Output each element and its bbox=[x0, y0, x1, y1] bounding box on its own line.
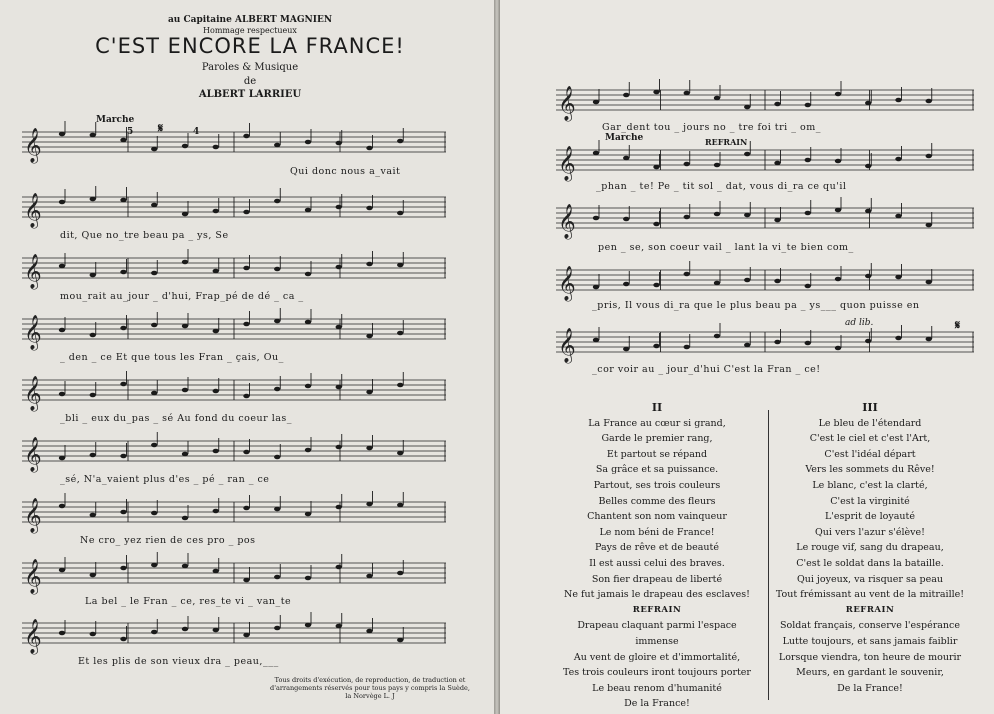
staff bbox=[22, 124, 446, 164]
staff bbox=[556, 82, 974, 122]
staff bbox=[556, 324, 974, 364]
lyric-line-r2: _phan _ te! Pe _ tit sol _ dat, vous di_ra ce qu'il bbox=[596, 181, 847, 192]
credit-de: de bbox=[243, 76, 257, 87]
staff bbox=[556, 200, 974, 240]
refrain-marking: REFRAIN bbox=[705, 137, 748, 147]
verse-3-line: L'esprit de loyauté bbox=[825, 511, 915, 523]
homage: Hommage respectueux bbox=[203, 26, 297, 35]
tempo-marking: Marche bbox=[96, 115, 135, 125]
author: ALBERT LARRIEU bbox=[198, 89, 302, 100]
svg-text:𝄞: 𝄞 bbox=[558, 86, 576, 121]
verse-2-refrain-line: De la France! bbox=[624, 698, 690, 710]
lyric-line-1: Qui donc nous a_vait bbox=[290, 166, 401, 177]
verse-2-line: Garde le premier rang, bbox=[601, 433, 713, 445]
lyric-line-8: La bel _ le Fran _ ce, res_te vi _ van_te bbox=[85, 596, 292, 607]
verse-3-line: Le rouge vif, sang du drapeau, bbox=[796, 542, 944, 554]
verse-3-number: III bbox=[862, 401, 878, 414]
verse-2-line: Pays de rêve et de beauté bbox=[595, 542, 719, 554]
verse-2-line: Le nom béni de France! bbox=[599, 526, 715, 538]
verse-3-line: Vers les sommets du Rêve! bbox=[805, 464, 935, 476]
staff bbox=[556, 142, 974, 182]
verse-3-line: Tout frémissant au vent de la mitraille! bbox=[775, 589, 965, 601]
lyric-line-r5: _cor voir au _ jour_d'hui C'est la Fran _ ce! bbox=[592, 364, 821, 375]
svg-text:𝄞: 𝄞 bbox=[24, 619, 42, 654]
lyric-line-3: mou_rait au_jour _ d'hui, Frap_pé de dé _ ca _ bbox=[60, 291, 304, 302]
staff bbox=[22, 311, 446, 351]
staff bbox=[22, 433, 446, 473]
verse-3-refrain-line: Soldat français, conserve l'espérance bbox=[780, 620, 960, 632]
lyric-line-6: _sé, N'a_vaient plus d'es _ pé _ ran _ ce bbox=[60, 474, 270, 485]
staff bbox=[22, 615, 446, 655]
verse-2-refrain-line: Au vent de gloire et d'immortalité, bbox=[573, 651, 741, 663]
dedication: au Capitaine ALBERT MAGNIEN bbox=[167, 15, 333, 25]
svg-text:𝄞: 𝄞 bbox=[24, 128, 42, 163]
svg-text:𝄞: 𝄞 bbox=[24, 498, 42, 533]
verse-3-refrain-label: REFRAIN bbox=[845, 604, 895, 615]
verse-2-line: Et partout se répand bbox=[606, 448, 708, 460]
verse-2-line: Ne fut jamais le drapeau des esclaves! bbox=[564, 589, 750, 601]
svg-text:𝄞: 𝄞 bbox=[24, 376, 42, 411]
verse-2-line: Partout, ses trois couleurs bbox=[593, 479, 721, 491]
verse-2 bbox=[557, 400, 757, 712]
verse-3-line: Le blanc, c'est la clarté, bbox=[812, 479, 928, 491]
verse-2-line: Son fier drapeau de liberté bbox=[591, 573, 723, 585]
lyric-line-r4: _pris, Il vous di_ra que le plus beau pa _ ys___ quon puisse en bbox=[592, 300, 920, 311]
svg-text:𝄞: 𝄞 bbox=[558, 266, 576, 301]
svg-text:𝄞: 𝄞 bbox=[558, 328, 576, 363]
svg-text:𝄞: 𝄞 bbox=[24, 254, 42, 289]
staff bbox=[22, 494, 446, 534]
verse-2-refrain-line: Drapeau claquant parmi l'espace immense bbox=[577, 620, 737, 647]
verse-3-refrain-line: Lorsque viendra, ton heure de mourir bbox=[778, 651, 962, 663]
lyric-line-7: Ne cro_ yez rien de ces pro _ pos bbox=[80, 535, 256, 546]
staff bbox=[22, 189, 446, 229]
adlib-marking: ad lib. bbox=[845, 318, 874, 328]
staff bbox=[22, 555, 446, 595]
svg-text:𝄞: 𝄞 bbox=[24, 315, 42, 350]
segno-end-icon: 𝄋 bbox=[955, 318, 961, 332]
verse-3-line: C'est le ciel et c'est l'Art, bbox=[809, 433, 931, 445]
svg-text:𝄞: 𝄞 bbox=[558, 146, 576, 181]
verse-2-line: La France au cœur si grand, bbox=[588, 417, 726, 429]
verse-3-refrain-line: Lutte toujours, et sans jamais faiblir bbox=[782, 635, 958, 647]
svg-text:𝄞: 𝄞 bbox=[24, 193, 42, 228]
subtitle: Paroles & Musique bbox=[201, 62, 299, 73]
staff bbox=[22, 250, 446, 290]
verse-3-line: C'est l'idéal départ bbox=[824, 448, 916, 460]
verse-3-line: Le bleu de l'étendard bbox=[818, 417, 922, 429]
verse-3-line: Qui vers l'azur s'élève! bbox=[815, 526, 925, 538]
lyric-line-9: Et les plis de son vieux dra _ peau,___ bbox=[78, 656, 279, 667]
left-page bbox=[0, 0, 494, 714]
lyric-line-r3: pen _ se, son coeur vail _ lant la vi_te bien com_ bbox=[598, 242, 854, 253]
tempo-marking-2: Marche bbox=[605, 133, 644, 143]
staff bbox=[22, 372, 446, 412]
lyric-line-5: _bli _ eux du_pas _ sé Au fond du coeur las_ bbox=[60, 413, 293, 424]
verse-separator bbox=[768, 410, 769, 700]
rest-count-4: 4 bbox=[193, 127, 200, 137]
verse-3-line: C'est le soldat dans la bataille. bbox=[796, 557, 944, 569]
verse-2-refrain-line: Le beau renom d'humanité bbox=[592, 682, 722, 694]
verse-3-refrain-line: Meurs, en gardant le souvenir, bbox=[796, 667, 944, 679]
verse-2-refrain-label: REFRAIN bbox=[632, 604, 682, 615]
svg-text:𝄞: 𝄞 bbox=[558, 204, 576, 239]
verse-3-line: Qui joyeux, va risquer sa peau bbox=[796, 573, 944, 585]
svg-text:𝄞: 𝄞 bbox=[24, 437, 42, 472]
rest-count-5: 5 bbox=[127, 127, 134, 137]
verse-2-refrain-line: Tes trois couleurs iront toujours porter bbox=[563, 667, 751, 679]
segno-icon: 𝄋 bbox=[158, 121, 164, 135]
verse-2-line: Chantent son nom vainqueur bbox=[587, 511, 727, 523]
verse-3-refrain-line: De la France! bbox=[837, 682, 903, 694]
verse-3-line: C'est la virginité bbox=[830, 495, 910, 507]
lyric-line-r1: Gar_dent tou _ jours no _ tre foi tri _ om_ bbox=[602, 122, 821, 133]
lyric-line-2: dit, Que no_tre beau pa _ ys, Se bbox=[60, 230, 229, 241]
rights-notice: Tous droits d'exécution, de reproduction, de traduction et d'arrangements réservés pour tous pays y compris la Suède, la Norvège L. J bbox=[270, 676, 470, 700]
svg-text:𝄞: 𝄞 bbox=[24, 559, 42, 594]
verse-2-number: II bbox=[651, 401, 663, 414]
verse-3 bbox=[770, 400, 970, 696]
verse-2-line: Il est aussi celui des braves. bbox=[589, 557, 725, 569]
staff bbox=[556, 262, 974, 302]
verse-2-line: Sa grâce et sa puissance. bbox=[595, 464, 719, 476]
song-title: C'EST ENCORE LA FRANCE! bbox=[95, 34, 405, 58]
verse-2-line: Belles comme des fleurs bbox=[598, 495, 716, 507]
lyric-line-4: _ den _ ce Et que tous les Fran _ çais, Ou_ bbox=[60, 352, 284, 363]
